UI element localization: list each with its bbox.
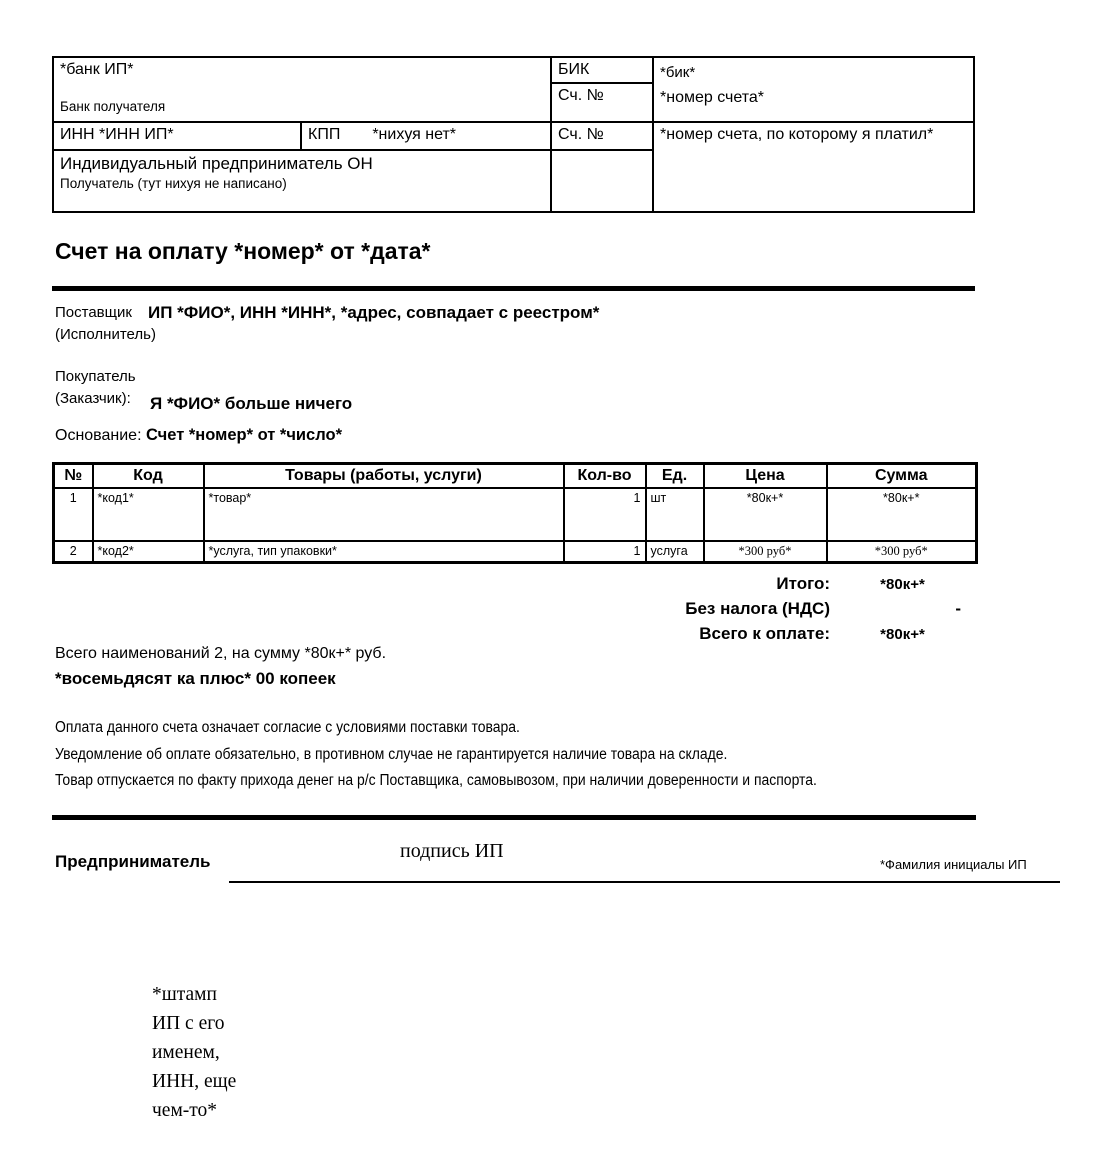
buyer-label-line2: (Заказчик): [55,390,131,407]
recipient-name: Индивидуальный предприниматель ОН [60,154,373,173]
item-code: *код2* [93,541,204,563]
signature-divider [52,815,976,820]
stamp-line: ИП с его [152,1013,225,1034]
totals-value: *80к+* [880,626,925,643]
terms-block [55,715,1007,795]
item-sum: *300 руб* [827,541,977,563]
item-code: *код1* [93,488,204,541]
table-row [54,541,977,563]
basis-line [55,426,342,445]
account-label-2: Сч. № [552,123,654,151]
kpp-cell [302,123,552,151]
recipient-cell [54,151,552,211]
supplier-value: ИП *ФИО*, ИНН *ИНН*, *адрес, совпадает с реестром* [148,303,600,322]
basis-value: Счет *номер* от *число* [145,426,343,444]
item-qty: 1 [564,488,646,541]
item-unit: шт [646,488,704,541]
item-unit: услуга [646,541,704,563]
basis-label: Основание: [55,427,142,444]
header-unit: Ед. [646,464,704,489]
item-name: *услуга, тип упаковки* [204,541,564,563]
account-label-1: Сч. № [552,84,654,123]
header-qty: Кол-во [564,464,646,489]
terms-line: Оплата данного счета означает согласие с условиями поставки товара. [55,719,520,736]
signature-placeholder: подпись ИП [400,840,504,862]
totals-block [52,574,975,649]
bank-recipient-label: Банк получателя [60,99,166,115]
item-price: *80к+* [704,488,827,541]
kpp-value: *нихуя нет* [372,126,457,143]
totals-row-itogo [52,574,975,599]
terms-line: Товар отпускается по факту прихода денег на р/с Поставщика, самовывозом, при наличии доверенности и паспорта. [55,772,817,789]
header-sum: Сумма [827,464,977,489]
amount-in-words: *восемьдясят ка плюс* 00 копеек [55,669,336,688]
bik-value: *бик* [660,64,696,81]
header-goods: Товары (работы, услуги) [204,464,564,489]
header-price: Цена [704,464,827,489]
signature-line [229,881,1060,883]
totals-label: Всего к оплате: [699,624,830,643]
bank-name-cell [54,58,552,123]
stamp-line: ИНН, еще [152,1071,237,1092]
supplier-label [55,302,156,346]
account-value-2: *номер счета, по которому я платил* [660,126,934,143]
totals-label: Без налога (НДС) [685,599,830,618]
stamp-line: именем, [152,1042,220,1063]
buyer-label [55,366,136,410]
stamp-placeholder [152,980,236,1125]
recipient-label: Получатель (тут нихуя не написано) [60,176,287,192]
bik-label: БИК [552,58,654,84]
header-code: Код [93,464,204,489]
buyer-label-line1: Покупатель [55,368,136,385]
terms-line: Уведомление об оплате обязательно, в противном случае не гарантируется наличие товара на складе. [55,745,728,763]
supplier-label-line2: (Исполнитель) [55,326,156,343]
document-title: Счет на оплату *номер* от *дата* [55,238,431,264]
bank-details-table [52,56,975,213]
item-price: *300 руб* [704,541,827,563]
items-count-line: Всего наименований 2, на сумму *80к+* руб. [55,645,387,662]
item-num: 1 [54,488,93,541]
stamp-line: *штамп [152,984,217,1005]
totals-value: - [955,599,961,618]
header-num: № [54,464,93,489]
signer-name-hint: *Фамилия инициалы ИП [880,857,1027,872]
kpp-label: КПП [308,126,341,143]
buyer-value: Я *ФИО* больше ничего [150,394,353,413]
items-header-row [54,464,977,489]
totals-row-nds [52,599,975,624]
account-value-1: *номер счета* [660,89,764,106]
empty-cell [552,151,654,211]
items-table [52,462,978,564]
signer-role: Предприниматель [55,852,211,871]
item-sum: *80к+* [827,488,977,541]
bank-name: *банк ИП* [60,61,134,78]
table-row [54,488,977,541]
bik-account-value-cell [654,58,973,123]
item-qty: 1 [564,541,646,563]
title-divider [52,286,975,291]
totals-label: Итого: [776,574,830,593]
item-name: *товар* [204,488,564,541]
supplier-label-line1: Поставщик [55,304,132,321]
totals-value: *80к+* [880,576,925,593]
item-num: 2 [54,541,93,563]
stamp-line: чем-то* [152,1100,218,1121]
inn-cell: ИНН *ИНН ИП* [54,123,302,151]
